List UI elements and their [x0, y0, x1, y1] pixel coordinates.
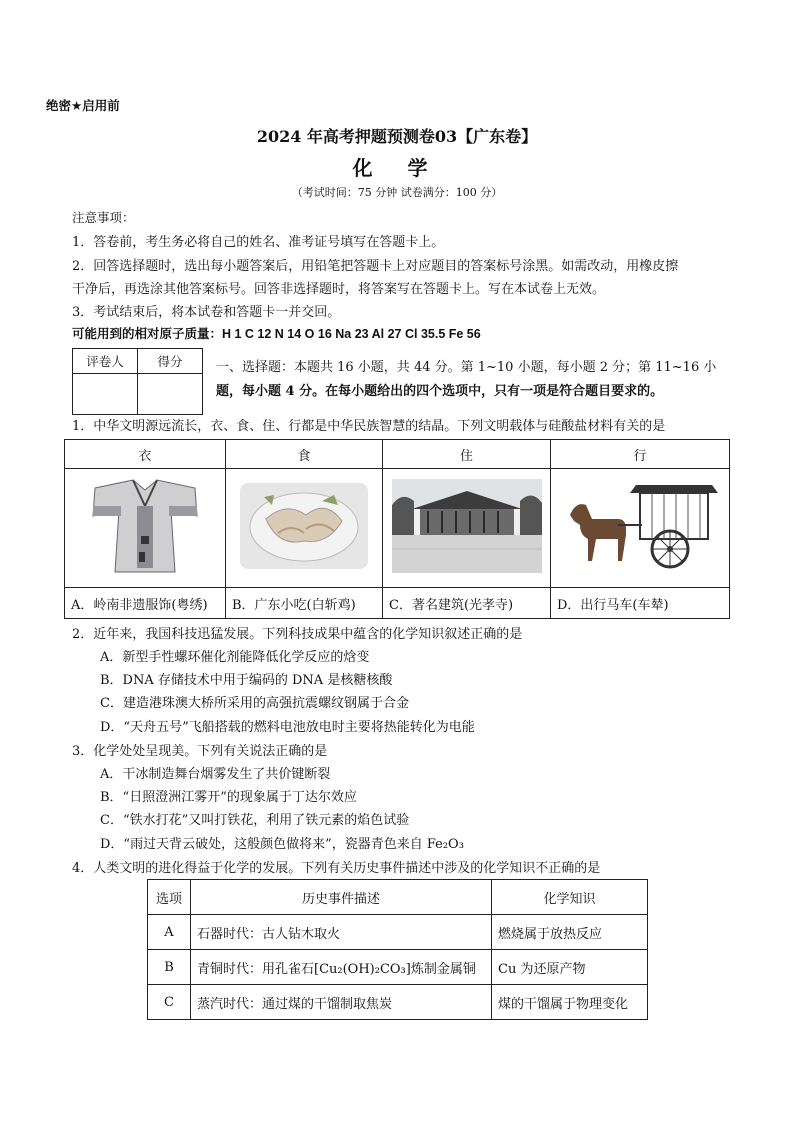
- notice-item: 2．回答选择题时，选出每小题答案后，用铅笔把答题卡上对应题目的答案标号涂黑。如需改动，用橡皮擦: [72, 259, 679, 274]
- exam-info: （考试时间：75 分钟 试卷满分：100 分）: [291, 186, 503, 199]
- cell: 煤的干馏属于物理变化: [492, 985, 648, 1020]
- cell: B: [148, 950, 191, 985]
- col-header: 历史事件描述: [191, 880, 492, 915]
- option-b: B．广东小吃(白斩鸡): [226, 588, 383, 619]
- grader-reviewer-label: 评卷人: [73, 349, 138, 374]
- chicken-dish-image: [226, 469, 383, 588]
- grader-score-cell: [138, 374, 203, 415]
- notice-heading: 注意事项：: [72, 210, 135, 225]
- cell: 青铜时代：用孔雀石[Cu₂(OH)₂CO₃]炼制金属铜: [191, 950, 492, 985]
- grader-score-label: 得分: [138, 349, 203, 374]
- table-row: [148, 985, 648, 1020]
- question-1-table: [64, 439, 730, 619]
- option-d: D．“天舟五号”飞船搭载的燃料电池放电时主要将热能转化为电能: [100, 720, 475, 735]
- col-header: 化学知识: [492, 880, 648, 915]
- notice-item: 干净后，再选涂其他答案标号。回答非选择题时，将答案写在答题卡上。写在本试卷上无效。: [72, 282, 606, 297]
- notice-item: 3．考试结束后，将本试卷和答题卡一并交回。: [72, 305, 341, 320]
- section-line: 题，每小题 4 分。在每小题给出的四个选项中，只有一项是符合题目要求的。: [216, 384, 664, 399]
- section-instructions: [216, 356, 726, 404]
- notice-item: 1．答卷前，考生务必将自己的姓名、准考证号填写在答题卡上。: [72, 235, 445, 250]
- confidential-label: 绝密★启用前: [46, 98, 120, 113]
- exam-title: 2024 年高考押题预测卷03【广东卷】: [256, 127, 538, 146]
- question-4-stem: 4．人类文明的进化得益于化学的发展。下列有关历史事件描述中涉及的化学知识不正确的是: [72, 861, 601, 876]
- col-header: 选项: [148, 880, 191, 915]
- table-row: [148, 915, 648, 950]
- grader-reviewer-cell: [73, 374, 138, 415]
- atomic-masses: 可能用到的相对原子质量：H 1 C 12 N 14 O 16 Na 23 Al 27 Cl 35.5 Fe 56: [72, 327, 481, 341]
- option-b: B．“日照澄洲江雾开”的现象属于丁达尔效应: [100, 790, 357, 805]
- table-row: [148, 950, 648, 985]
- question-3-stem: 3．化学处处呈现美。下列有关说法正确的是: [72, 744, 328, 759]
- cell: 石器时代：古人钻木取火: [191, 915, 492, 950]
- temple-image: [383, 469, 551, 588]
- cell: 蒸汽时代：通过煤的干馏制取焦炭: [191, 985, 492, 1020]
- col-header: 衣: [65, 440, 226, 469]
- question-4-table: [147, 879, 648, 1020]
- option-a: A．干冰制造舞台烟雾发生了共价键断裂: [100, 767, 331, 782]
- subject-title: 化 学: [352, 156, 442, 180]
- cell: 燃烧属于放热反应: [492, 915, 648, 950]
- option-d: D．“雨过天背云破处，这般颜色做将来”，瓷器青色来自 Fe₂O₃: [100, 837, 464, 852]
- option-a: A．新型手性螺环催化剂能降低化学反应的焓变: [100, 650, 370, 665]
- cell: A: [148, 915, 191, 950]
- robe-image: [65, 469, 226, 588]
- cell: C: [148, 985, 191, 1020]
- question-1-stem: 1．中华文明源远流长，衣、食、住、行都是中华民族智慧的结晶。下列文明载体与硅酸盐材料有关的是: [72, 419, 666, 434]
- option-c: C．“铁水打花”又叫打铁花，利用了铁元素的焰色试验: [100, 813, 410, 828]
- question-2-stem: 2．近年来，我国科技迅猛发展。下列科技成果中蕴含的化学知识叙述正确的是: [72, 627, 523, 642]
- option-a: A．岭南非遗服饰(粤绣): [65, 588, 226, 619]
- option-c: C．著名建筑(光孝寺): [383, 588, 551, 619]
- option-d: D．出行马车(车辇): [551, 588, 730, 619]
- grader-box: [72, 348, 203, 415]
- option-c: C．建造港珠澳大桥所采用的高强抗震螺纹钢属于合金: [100, 696, 409, 711]
- section-line: 一、选择题：本题共 16 小题，共 44 分。第 1~10 小题，每小题 2 分；第 11~16 小: [216, 360, 717, 375]
- option-b: B．DNA 存储技术中用于编码的 DNA 是核糖核酸: [100, 673, 393, 688]
- horse-carriage-image: [551, 469, 730, 588]
- cell: Cu 为还原产物: [492, 950, 648, 985]
- col-header: 住: [383, 440, 551, 469]
- col-header: 食: [226, 440, 383, 469]
- col-header: 行: [551, 440, 730, 469]
